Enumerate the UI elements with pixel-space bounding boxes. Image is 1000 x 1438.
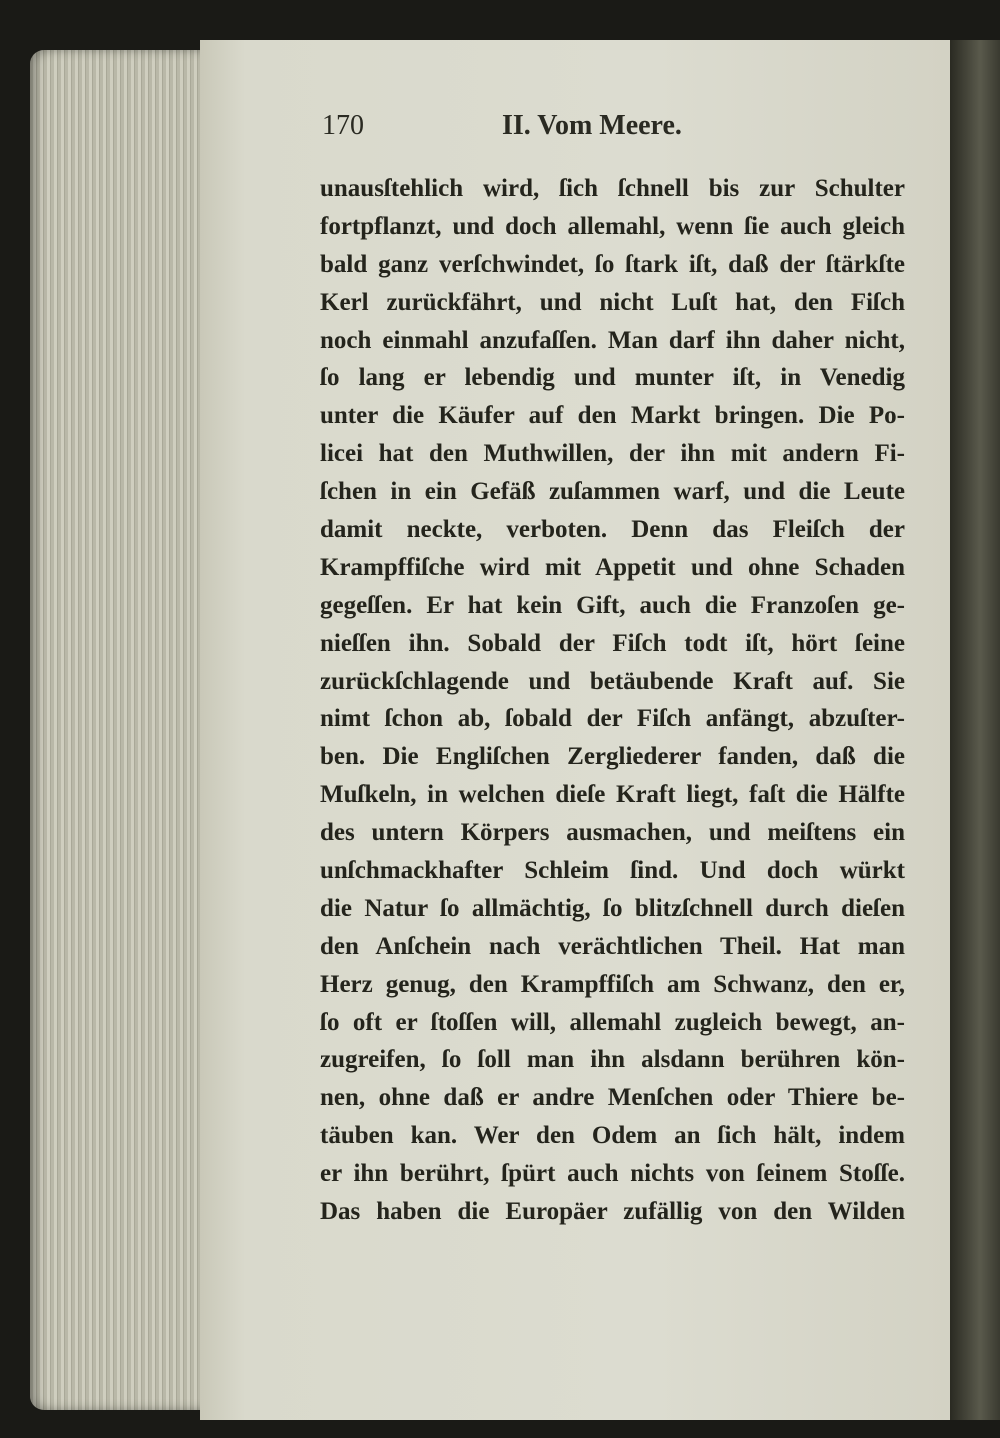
text-line: bald ganz verſchwindet, ſo ſtark iſt, daß der ſtärkſte bbox=[320, 250, 905, 278]
text-line: damit neckte, verboten. Denn das Fleiſch der bbox=[320, 516, 905, 544]
text-line: ſo lang er lebendig und munter iſt, in Venedig bbox=[320, 364, 905, 392]
text-line: unter die Käufer auf den Markt bringen. Die Po- bbox=[320, 402, 905, 430]
text-line: den Anſchein nach verächtlichen Theil. Hat man bbox=[320, 932, 905, 960]
body-text bbox=[320, 170, 905, 1231]
page-header bbox=[322, 110, 907, 150]
text-line: ſo oft er ſtoſſen will, allemahl zugleich bewegt, an- bbox=[320, 1008, 905, 1036]
text-line: noch einmahl anzufaſſen. Man darf ihn daher nicht, bbox=[320, 326, 905, 354]
text-line: ſchen in ein Gefäß zuſammen warf, und die Leute bbox=[320, 478, 905, 506]
text-line: zurückſchlagende und betäubende Kraft auf. Sie bbox=[320, 667, 905, 695]
book-page-edges bbox=[30, 50, 220, 1410]
text-line: fortpflanzt, und doch allemahl, wenn ſie auch gleich bbox=[320, 212, 905, 240]
text-line: des untern Körpers ausmachen, und meiſtens ein bbox=[320, 819, 905, 847]
text-line: nieſſen ihn. Sobald der Fiſch todt iſt, hört ſeine bbox=[320, 629, 905, 657]
text-line: Krampffiſche wird mit Appetit und ohne Schaden bbox=[320, 553, 905, 581]
facing-page-edge bbox=[950, 40, 1000, 1420]
text-line: täuben kan. Wer den Odem an ſich hält, indem bbox=[320, 1122, 905, 1150]
text-line: Herz genug, den Krampffiſch am Schwanz, den er, bbox=[320, 970, 905, 998]
text-line: ben. Die Engliſchen Zergliederer fanden, daß die bbox=[320, 743, 905, 771]
text-line: Kerl zurückfährt, und nicht Luſt hat, den Fiſch bbox=[320, 288, 905, 316]
text-line: gegeſſen. Er hat kein Gift, auch die Franzoſen ge- bbox=[320, 591, 905, 619]
running-title: II. Vom Meere. bbox=[502, 110, 682, 141]
text-line: Muſkeln, in welchen dieſe Kraft liegt, faſt die Hälfte bbox=[320, 781, 905, 809]
text-line: unausſtehlich wird, ſich ſchnell bis zur Schulter bbox=[320, 175, 905, 202]
text-line: nen, ohne daß er andre Menſchen oder Thiere be- bbox=[320, 1084, 905, 1112]
page-number: 170 bbox=[322, 110, 364, 141]
text-line: unſchmackhafter Schleim ſind. Und doch würkt bbox=[320, 857, 905, 885]
text-line: die Natur ſo allmächtig, ſo blitzſchnell durch dieſen bbox=[320, 894, 905, 922]
text-line: licei hat den Muthwillen, der ihn mit andern Fi- bbox=[320, 440, 905, 468]
text-line: nimt ſchon ab, ſobald der Fiſch anfängt, abzuſter- bbox=[320, 705, 905, 733]
text-line: er ihn berührt, ſpürt auch nichts von ſeinem Stoſſe. bbox=[320, 1160, 905, 1188]
text-line: zugreifen, ſo ſoll man ihn alsdann berühren kön- bbox=[320, 1046, 905, 1074]
text-line: Das haben die Europäer zufällig von den Wilden bbox=[320, 1198, 905, 1226]
